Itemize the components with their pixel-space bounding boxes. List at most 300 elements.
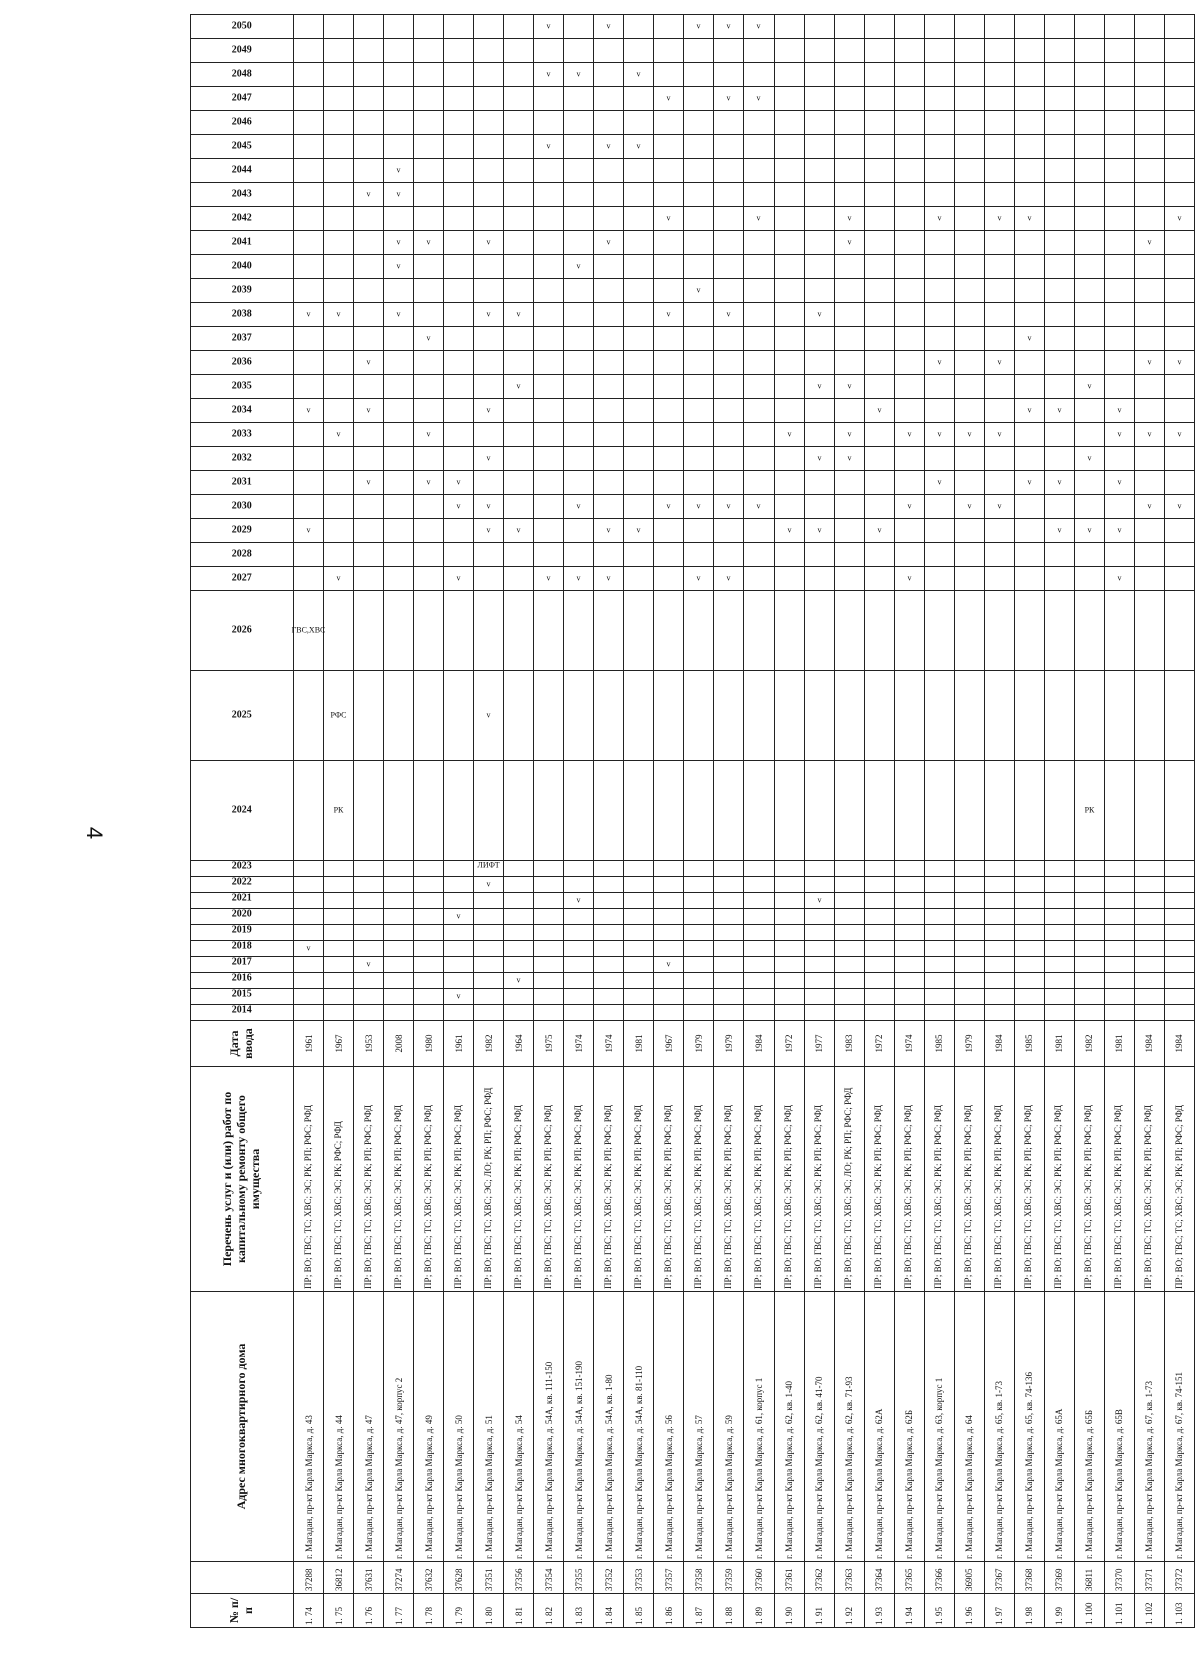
- year-cell-2050: [1134, 15, 1164, 39]
- year-cell-2035: [1014, 375, 1044, 399]
- year-cell-2034: [984, 399, 1014, 423]
- year-cell-2048: [354, 63, 384, 87]
- year-cell-2019: [1164, 925, 1194, 941]
- year-cell-2024: [924, 761, 954, 861]
- year-cell-2032: [624, 447, 654, 471]
- year-cell-2047: [534, 87, 564, 111]
- year-cell-2028: [594, 543, 624, 567]
- year-cell-2041: [654, 231, 684, 255]
- year-cell-2046: [684, 111, 714, 135]
- year-cell-2047: [384, 87, 414, 111]
- year-cell-2023: [654, 861, 684, 877]
- year-cell-2018: [1104, 941, 1134, 957]
- year-cell-2036: [864, 351, 894, 375]
- year-cell-2022: [894, 877, 924, 893]
- year-cell-2034: [1134, 399, 1164, 423]
- year-cell-2033: [804, 423, 834, 447]
- year-cell-2024: [354, 761, 384, 861]
- year-cell-2037: [1164, 327, 1194, 351]
- year-cell-2023: [684, 861, 714, 877]
- year-cell-2020: [924, 909, 954, 925]
- year-cell-2033: v: [324, 423, 354, 447]
- year-cell-2021: [324, 893, 354, 909]
- year-cell-2021: [894, 893, 924, 909]
- year-cell-2039: [834, 279, 864, 303]
- year-cell-2039: [654, 279, 684, 303]
- year-cell-2021: [1104, 893, 1134, 909]
- row-number: 1. 86: [654, 1594, 684, 1628]
- year-cell-2034: [414, 399, 444, 423]
- table-row: [1164, 15, 1194, 1628]
- year-cell-2025: [654, 671, 684, 761]
- table-row: [924, 15, 954, 1628]
- year-cell-2042: v: [1164, 207, 1194, 231]
- year-cell-2038: [1164, 303, 1194, 327]
- year-cell-2026: [1044, 591, 1074, 671]
- year-cell-2034: v: [294, 399, 324, 423]
- year-cell-2037: [1044, 327, 1074, 351]
- year-cell-2033: v: [924, 423, 954, 447]
- commission-year: 1980: [414, 1021, 444, 1067]
- year-cell-2032: [714, 447, 744, 471]
- year-cell-2044: [984, 159, 1014, 183]
- year-cell-2023: [984, 861, 1014, 877]
- year-cell-2034: v: [1014, 399, 1044, 423]
- house-address: г. Магадан, пр-кт Карла Маркса, д. 67, кв. 74-151: [1164, 1292, 1194, 1562]
- year-cell-2050: v: [744, 15, 774, 39]
- year-cell-2020: [954, 909, 984, 925]
- year-cell-2034: [654, 399, 684, 423]
- page-number: 4: [82, 826, 108, 840]
- year-cell-2046: [414, 111, 444, 135]
- commission-year: 1979: [714, 1021, 744, 1067]
- year-cell-2043: [804, 183, 834, 207]
- year-cell-2037: [384, 327, 414, 351]
- year-cell-2020: [414, 909, 444, 925]
- year-cell-2030: [834, 495, 864, 519]
- commission-year: 1964: [504, 1021, 534, 1067]
- year-cell-2018: [654, 941, 684, 957]
- year-cell-2041: [1044, 231, 1074, 255]
- year-cell-2050: [504, 15, 534, 39]
- year-cell-2041: [924, 231, 954, 255]
- year-cell-2046: [624, 111, 654, 135]
- year-cell-2015: [804, 989, 834, 1005]
- year-cell-2015: [1134, 989, 1164, 1005]
- year-cell-2021: [714, 893, 744, 909]
- year-cell-2030: v: [984, 495, 1014, 519]
- year-cell-2045: [444, 135, 474, 159]
- year-cell-2036: [504, 351, 534, 375]
- year-cell-2015: [504, 989, 534, 1005]
- year-cell-2040: [324, 255, 354, 279]
- year-cell-2029: v: [1044, 519, 1074, 543]
- commission-year: 1979: [684, 1021, 714, 1067]
- year-cell-2050: [564, 15, 594, 39]
- year-cell-2030: [414, 495, 444, 519]
- year-cell-2030: v: [1164, 495, 1194, 519]
- year-cell-2019: [924, 925, 954, 941]
- year-cell-2014: [1104, 1005, 1134, 1021]
- year-cell-2050: [354, 15, 384, 39]
- year-cell-2023: [624, 861, 654, 877]
- house-id: 37357: [654, 1562, 684, 1594]
- year-cell-2023: [294, 861, 324, 877]
- year-cell-2033: [564, 423, 594, 447]
- year-cell-2049: [564, 39, 594, 63]
- commission-year: 1974: [564, 1021, 594, 1067]
- year-cell-2040: [1044, 255, 1074, 279]
- year-cell-2041: v: [594, 231, 624, 255]
- year-cell-2025: [564, 671, 594, 761]
- year-cell-2019: [504, 925, 534, 941]
- year-cell-2016: [1134, 973, 1164, 989]
- year-cell-2041: [954, 231, 984, 255]
- year-cell-2022: [1164, 877, 1194, 893]
- year-cell-2025: [1164, 671, 1194, 761]
- year-cell-2048: [654, 63, 684, 87]
- year-cell-2023: [804, 861, 834, 877]
- year-cell-2033: [864, 423, 894, 447]
- year-cell-2036: [804, 351, 834, 375]
- house-address: г. Магадан, пр-кт Карла Маркса, д. 61, корпус 1: [744, 1292, 774, 1562]
- year-cell-2043: [594, 183, 624, 207]
- year-cell-2031: v: [924, 471, 954, 495]
- works-list: ПР; ВО; ГВС; ТС; ХВС; ЭС; РК; РП; РФС; РФД: [1014, 1067, 1044, 1292]
- year-cell-2035: [684, 375, 714, 399]
- year-cell-2042: [774, 207, 804, 231]
- year-header-2027: 2027: [191, 567, 294, 591]
- year-cell-2037: v: [414, 327, 444, 351]
- year-cell-2037: [444, 327, 474, 351]
- year-cell-2024: [984, 761, 1014, 861]
- year-cell-2026: [894, 591, 924, 671]
- year-cell-2035: [594, 375, 624, 399]
- year-cell-2017: [414, 957, 444, 973]
- capital-repair-table: [190, 14, 1195, 1628]
- year-header-2037: 2037: [191, 327, 294, 351]
- year-cell-2021: [984, 893, 1014, 909]
- year-cell-2039: [594, 279, 624, 303]
- year-cell-2028: [894, 543, 924, 567]
- year-cell-2026: ГВС,ХВС: [294, 591, 324, 671]
- year-cell-2017: [594, 957, 624, 973]
- year-cell-2016: [744, 973, 774, 989]
- table-row: [414, 15, 444, 1628]
- year-cell-2026: [654, 591, 684, 671]
- works-list: ПР; ВО; ГВС; ТС; ХВС; ЭС; РК; РП; РФС; РФД: [714, 1067, 744, 1292]
- year-cell-2044: [564, 159, 594, 183]
- year-cell-2022: [1014, 877, 1044, 893]
- year-cell-2016: v: [504, 973, 534, 989]
- house-id: 37371: [1134, 1562, 1164, 1594]
- year-cell-2032: [354, 447, 384, 471]
- year-cell-2027: v: [564, 567, 594, 591]
- year-cell-2042: [594, 207, 624, 231]
- year-cell-2018: [1014, 941, 1044, 957]
- row-number: 1. 83: [564, 1594, 594, 1628]
- year-cell-2038: [564, 303, 594, 327]
- year-cell-2028: [1134, 543, 1164, 567]
- year-cell-2031: [1074, 471, 1104, 495]
- year-cell-2026: [984, 591, 1014, 671]
- year-cell-2022: [444, 877, 474, 893]
- year-cell-2015: [864, 989, 894, 1005]
- year-cell-2036: [774, 351, 804, 375]
- year-cell-2036: [954, 351, 984, 375]
- year-cell-2043: [924, 183, 954, 207]
- year-cell-2045: [384, 135, 414, 159]
- year-cell-2030: v: [474, 495, 504, 519]
- year-cell-2037: [324, 327, 354, 351]
- year-cell-2028: [1104, 543, 1134, 567]
- year-cell-2019: [984, 925, 1014, 941]
- year-cell-2036: [1074, 351, 1104, 375]
- year-cell-2029: v: [474, 519, 504, 543]
- year-cell-2047: v: [714, 87, 744, 111]
- row-number: 1. 90: [774, 1594, 804, 1628]
- year-cell-2020: [1014, 909, 1044, 925]
- year-cell-2018: [714, 941, 744, 957]
- year-header-2043: 2043: [191, 183, 294, 207]
- year-cell-2042: v: [1014, 207, 1044, 231]
- year-cell-2044: [924, 159, 954, 183]
- year-cell-2033: [444, 423, 474, 447]
- year-cell-2027: [984, 567, 1014, 591]
- year-cell-2026: [534, 591, 564, 671]
- year-cell-2020: [774, 909, 804, 925]
- year-cell-2017: [444, 957, 474, 973]
- year-cell-2031: [564, 471, 594, 495]
- year-header-2036: 2036: [191, 351, 294, 375]
- works-list: ПР; ВО; ГВС; ТС; ХВС; ЭС; РК; РП; РФС; РФД: [354, 1067, 384, 1292]
- year-cell-2040: [534, 255, 564, 279]
- year-cell-2036: [324, 351, 354, 375]
- house-id: 36811: [1074, 1562, 1104, 1594]
- year-cell-2024: [834, 761, 864, 861]
- year-cell-2025: [744, 671, 774, 761]
- year-cell-2018: [954, 941, 984, 957]
- year-cell-2039: [1104, 279, 1134, 303]
- year-cell-2018: [474, 941, 504, 957]
- year-cell-2035: [414, 375, 444, 399]
- year-header-2031: 2031: [191, 471, 294, 495]
- year-cell-2037: [474, 327, 504, 351]
- year-cell-2014: [1044, 1005, 1074, 1021]
- year-cell-2014: [624, 1005, 654, 1021]
- year-cell-2046: [804, 111, 834, 135]
- year-cell-2023: [354, 861, 384, 877]
- year-cell-2035: [534, 375, 564, 399]
- year-cell-2015: [354, 989, 384, 1005]
- works-list: ПР; ВО; ГВС; ТС; ХВС; ЭС; РК; РП; РФС; РФД: [534, 1067, 564, 1292]
- year-cell-2017: [294, 957, 324, 973]
- year-cell-2025: [1074, 671, 1104, 761]
- works-list: ПР; ВО; ГВС; ТС; ХВС; ЭС; РК; РП; РФС; РФД: [384, 1067, 414, 1292]
- year-cell-2019: [444, 925, 474, 941]
- commission-year: 1974: [594, 1021, 624, 1067]
- year-cell-2027: [354, 567, 384, 591]
- year-cell-2018: [624, 941, 654, 957]
- house-id: 37365: [894, 1562, 924, 1594]
- year-cell-2047: [1134, 87, 1164, 111]
- year-cell-2022: [594, 877, 624, 893]
- year-cell-2044: [504, 159, 534, 183]
- year-cell-2029: v: [294, 519, 324, 543]
- year-cell-2034: [624, 399, 654, 423]
- commission-year: 1984: [1164, 1021, 1194, 1067]
- year-cell-2030: [804, 495, 834, 519]
- year-cell-2022: [624, 877, 654, 893]
- year-cell-2035: [714, 375, 744, 399]
- year-cell-2020: [804, 909, 834, 925]
- year-cell-2028: [354, 543, 384, 567]
- year-cell-2050: v: [684, 15, 714, 39]
- year-cell-2028: [534, 543, 564, 567]
- commission-year: 1983: [834, 1021, 864, 1067]
- year-cell-2040: [954, 255, 984, 279]
- year-cell-2014: [654, 1005, 684, 1021]
- year-cell-2024: РК: [324, 761, 354, 861]
- works-list: ПР; ВО; ГВС; ТС; ХВС; ЭС; РК; РП; РФС; РФД: [1164, 1067, 1194, 1292]
- year-cell-2024: [1134, 761, 1164, 861]
- year-cell-2044: [804, 159, 834, 183]
- commission-year: 2008: [384, 1021, 414, 1067]
- year-cell-2044: [354, 159, 384, 183]
- year-cell-2020: [1104, 909, 1134, 925]
- year-cell-2028: [324, 543, 354, 567]
- year-cell-2035: [1164, 375, 1194, 399]
- year-cell-2045: [774, 135, 804, 159]
- year-cell-2026: [624, 591, 654, 671]
- year-cell-2040: [984, 255, 1014, 279]
- table-row: [1104, 15, 1134, 1628]
- year-cell-2042: [474, 207, 504, 231]
- year-cell-2035: [1044, 375, 1074, 399]
- house-address: г. Магадан, пр-кт Карла Маркса, д. 47: [354, 1292, 384, 1562]
- year-cell-2049: [1014, 39, 1044, 63]
- year-cell-2033: v: [414, 423, 444, 447]
- year-header-2032: 2032: [191, 447, 294, 471]
- year-cell-2035: [474, 375, 504, 399]
- year-cell-2015: [324, 989, 354, 1005]
- year-cell-2025: [504, 671, 534, 761]
- year-cell-2023: [444, 861, 474, 877]
- year-cell-2016: [354, 973, 384, 989]
- year-cell-2029: v: [594, 519, 624, 543]
- year-cell-2018: [1074, 941, 1104, 957]
- year-header-2023: 2023: [191, 861, 294, 877]
- year-cell-2043: [744, 183, 774, 207]
- year-cell-2034: v: [1104, 399, 1134, 423]
- year-header-2018: 2018: [191, 941, 294, 957]
- year-cell-2046: [474, 111, 504, 135]
- year-cell-2043: [834, 183, 864, 207]
- table-row: [654, 15, 684, 1628]
- year-cell-2034: [744, 399, 774, 423]
- house-address: г. Магадан, пр-кт Карла Маркса, д. 57: [684, 1292, 714, 1562]
- year-cell-2031: v: [414, 471, 444, 495]
- year-cell-2046: [1104, 111, 1134, 135]
- year-cell-2040: [414, 255, 444, 279]
- year-cell-2026: [804, 591, 834, 671]
- year-cell-2029: [324, 519, 354, 543]
- year-cell-2045: [1164, 135, 1194, 159]
- year-cell-2015: [474, 989, 504, 1005]
- year-cell-2027: [924, 567, 954, 591]
- year-cell-2024: [414, 761, 444, 861]
- house-address: г. Магадан, пр-кт Карла Маркса, д. 62, кв. 1-40: [774, 1292, 804, 1562]
- year-cell-2050: [444, 15, 474, 39]
- year-cell-2020: [624, 909, 654, 925]
- year-cell-2032: [894, 447, 924, 471]
- works-list: ПР; ВО; ГВС; ТС; ХВС; ЭС; РК; РП; РФС; РФД: [294, 1067, 324, 1292]
- year-cell-2017: [954, 957, 984, 973]
- table-row: [354, 15, 384, 1628]
- year-cell-2040: [834, 255, 864, 279]
- year-cell-2038: [1104, 303, 1134, 327]
- year-cell-2041: [774, 231, 804, 255]
- year-cell-2043: v: [354, 183, 384, 207]
- year-cell-2048: [744, 63, 774, 87]
- house-address: г. Магадан, пр-кт Карла Маркса, д. 62, кв. 41-70: [804, 1292, 834, 1562]
- year-cell-2039: [504, 279, 534, 303]
- row-number: 1. 98: [1014, 1594, 1044, 1628]
- year-cell-2025: [624, 671, 654, 761]
- year-cell-2046: [564, 111, 594, 135]
- year-cell-2018: [804, 941, 834, 957]
- year-cell-2032: v: [834, 447, 864, 471]
- year-cell-2045: [654, 135, 684, 159]
- year-cell-2020: [654, 909, 684, 925]
- year-header-2048: 2048: [191, 63, 294, 87]
- year-cell-2041: [444, 231, 474, 255]
- year-cell-2014: [294, 1005, 324, 1021]
- year-cell-2047: [564, 87, 594, 111]
- year-cell-2040: [1014, 255, 1044, 279]
- table-row: [444, 15, 474, 1628]
- year-cell-2029: v: [1104, 519, 1134, 543]
- year-cell-2016: [414, 973, 444, 989]
- year-cell-2049: [834, 39, 864, 63]
- year-cell-2045: [1014, 135, 1044, 159]
- year-cell-2026: [954, 591, 984, 671]
- house-address: г. Магадан, пр-кт Карла Маркса, д. 65Б: [1074, 1292, 1104, 1562]
- year-cell-2038: [624, 303, 654, 327]
- year-cell-2040: [684, 255, 714, 279]
- year-cell-2019: [1014, 925, 1044, 941]
- year-cell-2025: [594, 671, 624, 761]
- year-cell-2046: [384, 111, 414, 135]
- year-cell-2027: v: [714, 567, 744, 591]
- year-cell-2024: [1044, 761, 1074, 861]
- col-address-header: Адрес многоквартирного дома: [191, 1292, 294, 1562]
- row-number: 1. 84: [594, 1594, 624, 1628]
- year-cell-2037: [1074, 327, 1104, 351]
- year-cell-2014: [984, 1005, 1014, 1021]
- year-cell-2020: [894, 909, 924, 925]
- year-cell-2045: [1134, 135, 1164, 159]
- year-cell-2045: [474, 135, 504, 159]
- year-cell-2033: [384, 423, 414, 447]
- year-cell-2027: [1164, 567, 1194, 591]
- year-cell-2030: [294, 495, 324, 519]
- year-cell-2038: v: [384, 303, 414, 327]
- year-header-2021: 2021: [191, 893, 294, 909]
- row-number: 1. 74: [294, 1594, 324, 1628]
- year-cell-2023: [594, 861, 624, 877]
- year-cell-2034: [384, 399, 414, 423]
